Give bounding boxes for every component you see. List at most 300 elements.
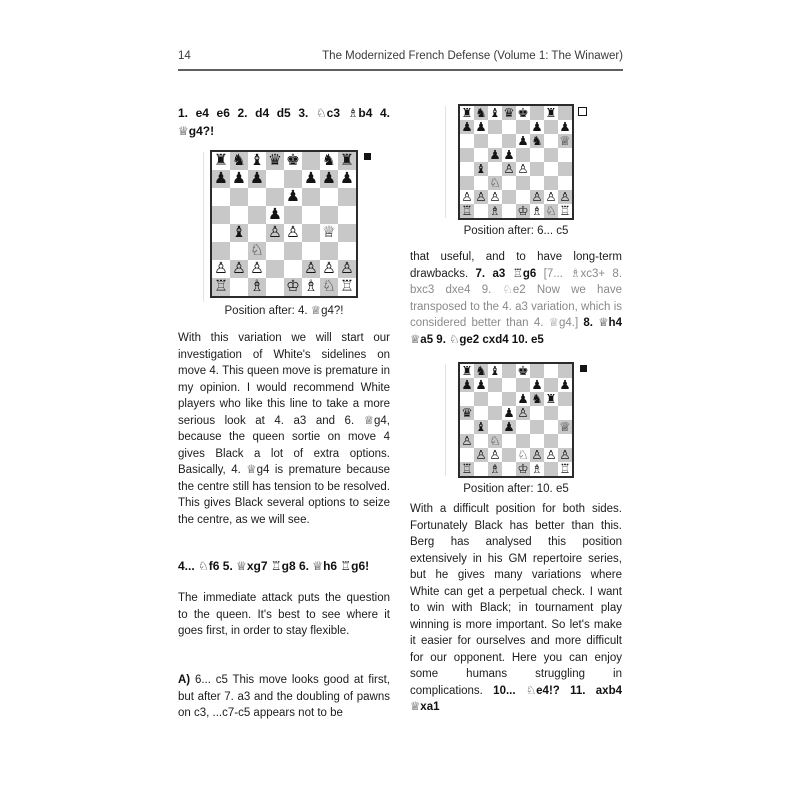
- board-square: [248, 242, 266, 260]
- board-square: [460, 378, 474, 392]
- white-pawn-icon: ♙: [517, 162, 529, 176]
- black-pawn-icon: ♟: [232, 170, 246, 188]
- black-bishop-icon: ♝: [489, 106, 501, 120]
- chess-board: [210, 150, 358, 298]
- board-square: [212, 260, 230, 278]
- white-knight-icon: ♘: [250, 242, 264, 260]
- board-square: [230, 224, 248, 242]
- white-pawn-icon: ♙: [304, 260, 318, 278]
- white-pawn-icon: ♙: [531, 448, 543, 462]
- black-queen-icon: ♛: [503, 106, 515, 120]
- closing-paragraph: [410, 501, 622, 716]
- black-pawn-icon: ♟: [517, 392, 529, 406]
- black-knight-icon: ♞: [475, 106, 487, 120]
- black-pawn-icon: ♟: [559, 120, 571, 134]
- board-square: [474, 120, 488, 134]
- board-square: [502, 434, 516, 448]
- white-rook-icon: ♖: [461, 204, 473, 218]
- board-square: [558, 378, 572, 392]
- board-square: [544, 420, 558, 434]
- board-square: [516, 364, 530, 378]
- board-square: [320, 242, 338, 260]
- board-square: [488, 392, 502, 406]
- board-square: [502, 204, 516, 218]
- black-bishop-icon: ♝: [250, 152, 264, 170]
- side-to-move-marker: [364, 153, 371, 160]
- white-bishop-icon: ♗: [304, 278, 318, 296]
- black-bishop-icon: ♝: [232, 224, 246, 242]
- white-rook-icon: ♖: [559, 204, 571, 218]
- black-pawn-icon: ♟: [286, 188, 300, 206]
- board-square: [460, 148, 474, 162]
- white-queen-icon: ♕: [559, 134, 571, 148]
- board-square: [248, 170, 266, 188]
- board-square: [460, 434, 474, 448]
- board-square: [474, 148, 488, 162]
- board-square: [302, 242, 320, 260]
- board-square: [516, 406, 530, 420]
- board-square: [230, 206, 248, 224]
- board-square: [488, 106, 502, 120]
- black-rook-icon: ♜: [545, 392, 557, 406]
- white-pawn-icon: ♙: [232, 260, 246, 278]
- board-square: [488, 190, 502, 204]
- black-bishop-icon: ♝: [475, 162, 487, 176]
- board-square: [516, 448, 530, 462]
- black-knight-icon: ♞: [531, 392, 543, 406]
- black-knight-icon: ♞: [232, 152, 246, 170]
- board-square: [530, 420, 544, 434]
- board-square: [516, 434, 530, 448]
- board-square: [212, 188, 230, 206]
- page-header: [178, 50, 623, 71]
- board-square: [338, 224, 356, 242]
- white-pawn-icon: ♙: [517, 406, 529, 420]
- black-pawn-icon: ♟: [461, 120, 473, 134]
- white-pawn-icon: ♙: [559, 190, 571, 204]
- board-square: [558, 106, 572, 120]
- board-square: [320, 206, 338, 224]
- board-square: [302, 188, 320, 206]
- chess-diagram-1: [178, 150, 390, 317]
- board-square: [516, 148, 530, 162]
- board-square: [558, 134, 572, 148]
- black-rook-icon: ♜: [461, 364, 473, 378]
- white-king-icon: ♔: [517, 462, 529, 476]
- board-square: [558, 162, 572, 176]
- board-square: [544, 106, 558, 120]
- text-segment-bold: 10... ♘e4!? 11. axb4 ♕xa1: [410, 684, 622, 713]
- board-square: [544, 204, 558, 218]
- board-square: [502, 106, 516, 120]
- board-square: [558, 148, 572, 162]
- board-square: [530, 204, 544, 218]
- board-square: [502, 176, 516, 190]
- board-square: [488, 364, 502, 378]
- board-square: [530, 406, 544, 420]
- black-pawn-icon: ♟: [304, 170, 318, 188]
- board-square: [544, 378, 558, 392]
- white-pawn-icon: ♙: [531, 190, 543, 204]
- board-square: [460, 162, 474, 176]
- white-pawn-icon: ♙: [250, 260, 264, 278]
- board-square: [530, 434, 544, 448]
- board-square: [230, 242, 248, 260]
- black-pawn-icon: ♟: [503, 420, 515, 434]
- board-square: [460, 190, 474, 204]
- diagram-caption: Position after: 4. ♕g4?!: [224, 305, 344, 317]
- board-square: [460, 204, 474, 218]
- white-pawn-icon: ♙: [214, 260, 228, 278]
- board-square: [488, 420, 502, 434]
- white-king-icon: ♔: [286, 278, 300, 296]
- board-square: [460, 448, 474, 462]
- board-square: [460, 406, 474, 420]
- board-square: [266, 278, 284, 296]
- board-square: [266, 152, 284, 170]
- board-square: [530, 462, 544, 476]
- board-square: [474, 106, 488, 120]
- white-queen-icon: ♕: [559, 420, 571, 434]
- board-square: [460, 392, 474, 406]
- board-square: [320, 188, 338, 206]
- board-square: [248, 152, 266, 170]
- black-rook-icon: ♜: [340, 152, 354, 170]
- board-square: [212, 224, 230, 242]
- board-square: [460, 134, 474, 148]
- board-square: [558, 434, 572, 448]
- chess-diagram-3: [410, 362, 622, 495]
- board-square: [338, 206, 356, 224]
- board-square: [266, 260, 284, 278]
- board-square: [474, 448, 488, 462]
- text-segment-bold: 7. a3 ♖g6: [475, 267, 544, 280]
- board-square: [516, 162, 530, 176]
- black-queen-icon: ♛: [268, 152, 282, 170]
- board-square: [544, 448, 558, 462]
- black-pawn-icon: ♟: [531, 120, 543, 134]
- board-square: [502, 392, 516, 406]
- left-column: [178, 104, 390, 764]
- board-square: [558, 448, 572, 462]
- black-pawn-icon: ♟: [250, 170, 264, 188]
- attack-paragraph: The immediate attack puts the question to the queen. It's best to see where it goes first, in order to stay flexible.: [178, 592, 390, 637]
- board-square: [474, 176, 488, 190]
- board-square: [266, 188, 284, 206]
- board-square: [558, 204, 572, 218]
- board-square: [320, 170, 338, 188]
- text-segment-regular: 6... c5 This move looks good at first, but after 7. a3 and the doubling of pawns on c3, ...c7-c5 appears not to be: [178, 674, 390, 719]
- white-pawn-icon: ♙: [503, 162, 515, 176]
- board-square: [544, 434, 558, 448]
- board-square: [248, 206, 266, 224]
- board-square: [558, 420, 572, 434]
- board-square: [474, 134, 488, 148]
- board-square: [212, 152, 230, 170]
- board-square: [474, 420, 488, 434]
- board-square: [266, 242, 284, 260]
- theory-paragraph: [410, 249, 622, 348]
- right-column: [410, 101, 622, 761]
- board-square: [212, 242, 230, 260]
- board-square: [338, 170, 356, 188]
- board-square: [558, 190, 572, 204]
- white-bishop-icon: ♗: [531, 462, 543, 476]
- black-pawn-icon: ♟: [503, 406, 515, 420]
- text-segment-regular: With a difficult position for both sides. Fortunately Black has better than this. Berg has analysed this position extensively in his GM repertoire series, but he gives many variations where White can get a perpetual check. I want to win with Black; in tournament play winning is more important. So let's make it easier for ourselves and more difficult for our opponent. Here you can enjoy some humans struggling in complications.: [410, 503, 622, 697]
- board-square: [460, 364, 474, 378]
- board-square: [544, 162, 558, 176]
- board-square: [544, 190, 558, 204]
- white-bishop-icon: ♗: [250, 278, 264, 296]
- board-square: [284, 260, 302, 278]
- board-square: [474, 378, 488, 392]
- board-square: [558, 392, 572, 406]
- white-knight-icon: ♘: [489, 434, 501, 448]
- black-knight-icon: ♞: [322, 152, 336, 170]
- board-square: [474, 462, 488, 476]
- board-square: [212, 206, 230, 224]
- board-square: [516, 106, 530, 120]
- board-square: [516, 378, 530, 392]
- board-square: [488, 134, 502, 148]
- white-pawn-icon: ♙: [322, 260, 336, 278]
- board-square: [544, 406, 558, 420]
- board-square: [516, 120, 530, 134]
- board-square: [516, 190, 530, 204]
- board-square: [338, 278, 356, 296]
- black-pawn-icon: ♟: [475, 120, 487, 134]
- black-pawn-icon: ♟: [268, 206, 282, 224]
- board-square: [460, 462, 474, 476]
- text-segment-bold: A): [178, 674, 195, 686]
- board-square: [230, 170, 248, 188]
- board-square: [488, 462, 502, 476]
- black-king-icon: ♚: [286, 152, 300, 170]
- white-pawn-icon: ♙: [268, 224, 282, 242]
- board-square: [502, 120, 516, 134]
- board-square: [544, 364, 558, 378]
- board-square: [544, 176, 558, 190]
- board-square: [302, 260, 320, 278]
- board-square: [284, 242, 302, 260]
- board-square: [230, 152, 248, 170]
- board-square: [212, 278, 230, 296]
- black-pawn-icon: ♟: [503, 148, 515, 162]
- white-king-icon: ♔: [517, 204, 529, 218]
- board-square: [502, 190, 516, 204]
- diagram-caption: Position after: 6... c5: [463, 225, 569, 237]
- board-square: [460, 106, 474, 120]
- opening-moves-heading: 1. e4 e6 2. d4 d5 3. ♘c3 ♗b4 4. ♕g4?!: [178, 106, 390, 138]
- board-square: [266, 224, 284, 242]
- board-square: [338, 260, 356, 278]
- board-square: [212, 170, 230, 188]
- black-rook-icon: ♜: [545, 106, 557, 120]
- board-square: [502, 448, 516, 462]
- board-square: [488, 176, 502, 190]
- white-pawn-icon: ♙: [461, 434, 473, 448]
- board-square: [320, 278, 338, 296]
- white-pawn-icon: ♙: [489, 190, 501, 204]
- board-square: [530, 162, 544, 176]
- black-rook-icon: ♜: [214, 152, 228, 170]
- page-number: 14: [178, 50, 191, 62]
- board-square: [248, 224, 266, 242]
- white-rook-icon: ♖: [214, 278, 228, 296]
- board-square: [284, 170, 302, 188]
- board-square: [284, 224, 302, 242]
- black-pawn-icon: ♟: [461, 378, 473, 392]
- board-square: [266, 170, 284, 188]
- board-square: [558, 406, 572, 420]
- board-square: [302, 152, 320, 170]
- board-square: [302, 224, 320, 242]
- board-square: [474, 406, 488, 420]
- white-queen-icon: ♕: [322, 224, 336, 242]
- white-knight-icon: ♘: [517, 448, 529, 462]
- board-square: [502, 162, 516, 176]
- board-square: [302, 206, 320, 224]
- running-title: The Modernized French Defense (Volume 1: The Winawer): [322, 50, 623, 62]
- board-square: [488, 378, 502, 392]
- board-square: [530, 448, 544, 462]
- board-square: [338, 188, 356, 206]
- board-square: [320, 260, 338, 278]
- board-square: [530, 106, 544, 120]
- white-pawn-icon: ♙: [559, 448, 571, 462]
- board-square: [516, 204, 530, 218]
- black-king-icon: ♚: [517, 106, 529, 120]
- board-square: [530, 134, 544, 148]
- board-square: [530, 148, 544, 162]
- board-square: [284, 206, 302, 224]
- board-square: [474, 434, 488, 448]
- board-square: [502, 378, 516, 392]
- board-square: [474, 162, 488, 176]
- board-square: [502, 420, 516, 434]
- board-square: [474, 190, 488, 204]
- board-square: [302, 170, 320, 188]
- board-square: [558, 176, 572, 190]
- white-pawn-icon: ♙: [475, 448, 487, 462]
- board-square: [516, 420, 530, 434]
- board-square: [488, 120, 502, 134]
- white-pawn-icon: ♙: [475, 190, 487, 204]
- black-king-icon: ♚: [517, 364, 529, 378]
- board-square: [488, 162, 502, 176]
- text-segment-bold: 8. ♕h4 ♕a5 9. ♘ge2 cxd4 10. e5: [410, 317, 622, 346]
- black-pawn-icon: ♟: [531, 378, 543, 392]
- board-square: [530, 364, 544, 378]
- board-square: [502, 134, 516, 148]
- white-pawn-icon: ♙: [286, 224, 300, 242]
- variation-a-paragraph: [178, 672, 390, 722]
- board-square: [302, 278, 320, 296]
- white-pawn-icon: ♙: [340, 260, 354, 278]
- board-square: [474, 392, 488, 406]
- white-rook-icon: ♖: [461, 462, 473, 476]
- black-rook-icon: ♜: [461, 106, 473, 120]
- board-square: [530, 392, 544, 406]
- white-rook-icon: ♖: [559, 462, 571, 476]
- board-square: [544, 148, 558, 162]
- board-square: [230, 278, 248, 296]
- board-square: [502, 148, 516, 162]
- board-square: [230, 260, 248, 278]
- chess-diagram-2: [410, 104, 622, 237]
- board-square: [488, 148, 502, 162]
- board-square: [248, 278, 266, 296]
- board-square: [516, 462, 530, 476]
- white-knight-icon: ♘: [489, 176, 501, 190]
- black-pawn-icon: ♟: [214, 170, 228, 188]
- text-segment-regular: that useful, and to have long-term drawbacks.: [410, 251, 622, 280]
- board-square: [502, 406, 516, 420]
- board-square: [488, 204, 502, 218]
- black-bishop-icon: ♝: [489, 364, 501, 378]
- board-square: [488, 434, 502, 448]
- board-square: [516, 134, 530, 148]
- board-square: [544, 392, 558, 406]
- mainline-moves: 4... ♘f6 5. ♕xg7 ♖g8 6. ♕h6 ♖g6!: [178, 559, 370, 573]
- black-pawn-icon: ♟: [489, 148, 501, 162]
- board-square: [558, 120, 572, 134]
- board-square: [338, 242, 356, 260]
- black-knight-icon: ♞: [531, 134, 543, 148]
- side-to-move-marker: [580, 365, 587, 372]
- white-bishop-icon: ♗: [489, 204, 501, 218]
- black-bishop-icon: ♝: [475, 420, 487, 434]
- black-pawn-icon: ♟: [322, 170, 336, 188]
- text-segment-gray: [7... ♗xc3+ 8. bxc3 dxe4 9. ♘e2 Now we have transposed to the 4. a3 variation, which is considered better than 4. ♕g4.]: [410, 267, 623, 329]
- white-bishop-icon: ♗: [531, 204, 543, 218]
- board-square: [460, 420, 474, 434]
- board-square: [516, 392, 530, 406]
- black-queen-icon: ♛: [461, 406, 473, 420]
- black-pawn-icon: ♟: [475, 378, 487, 392]
- black-knight-icon: ♞: [475, 364, 487, 378]
- board-square: [320, 224, 338, 242]
- white-pawn-icon: ♙: [461, 190, 473, 204]
- white-knight-icon: ♘: [545, 204, 557, 218]
- intro-paragraph: With this variation we will start our investigation of White's sidelines on move 4. This queen move is premature in my opinion. I would recommend White players who like this line to take a more serious look at 4. a3 and 6. ♕g4, because the queen sortie on move 4 gives Black a lot of extra options. Basically, 4. ♕g4 is premature because the centre still has tension to be resolved. This gives Black several options to seize the centre, as we will see.: [178, 332, 390, 526]
- board-square: [530, 120, 544, 134]
- white-pawn-icon: ♙: [489, 448, 501, 462]
- board-square: [248, 260, 266, 278]
- white-bishop-icon: ♗: [489, 462, 501, 476]
- board-square: [338, 152, 356, 170]
- chess-board: [458, 362, 574, 478]
- board-square: [474, 364, 488, 378]
- board-square: [488, 406, 502, 420]
- white-pawn-icon: ♙: [545, 190, 557, 204]
- board-square: [320, 152, 338, 170]
- board-square: [530, 190, 544, 204]
- white-rook-icon: ♖: [340, 278, 354, 296]
- black-pawn-icon: ♟: [559, 378, 571, 392]
- chess-board: [458, 104, 574, 220]
- board-square: [544, 120, 558, 134]
- white-pawn-icon: ♙: [545, 448, 557, 462]
- board-square: [266, 206, 284, 224]
- board-square: [502, 364, 516, 378]
- board-square: [488, 448, 502, 462]
- board-square: [284, 188, 302, 206]
- board-square: [544, 462, 558, 476]
- board-square: [284, 278, 302, 296]
- board-square: [248, 188, 266, 206]
